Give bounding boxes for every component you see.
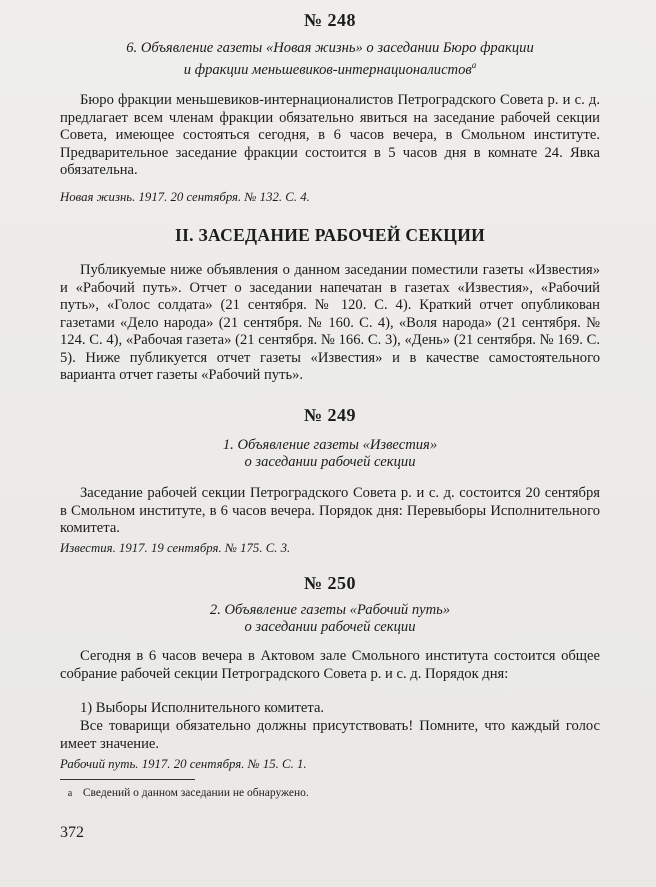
footnote-rule bbox=[60, 779, 195, 780]
page-number: 372 bbox=[60, 824, 84, 841]
doc-249-source: Известия. 1917. 19 сентября. № 175. С. 3. bbox=[60, 541, 291, 555]
doc-250-number: № 250 bbox=[303, 573, 357, 593]
doc-248-title-line2: и фракции меньшевиков-интернационалистов$^а$ bbox=[183, 60, 477, 78]
doc-250-agenda-item: 1) Выборы Исполнительного комитета. bbox=[80, 700, 325, 716]
doc-249-title bbox=[60, 437, 600, 471]
section-title: II. ЗАСЕДАНИЕ РАБОЧЕЙ СЕКЦИИ bbox=[174, 225, 486, 245]
footnote-mark: а bbox=[67, 788, 73, 799]
doc-248-title bbox=[60, 40, 600, 79]
doc-248-number: № 248 bbox=[303, 10, 357, 30]
doc-250-body: Сегодня в 6 часов вечера в Актовом зале Смольного института состоится общее собрание рабочей секции Петроградского Совета р. и с. д. Порядок дня: bbox=[60, 648, 600, 682]
footnote bbox=[60, 787, 600, 799]
footnote-ref-a: а bbox=[471, 60, 477, 70]
doc-249-number: № 249 bbox=[303, 405, 357, 425]
section-intro: Публикуемые ниже объявления о данном заседании поместили газеты «Известия» и «Рабочий путь». Отчет о заседании напечатан в газетах «Известия», «Рабочий путь», «Голос солдата» (21 сентября. № 120. С. 4). Краткий отчет опубликован газетами «Дело народа» (21 сентября. № 160. С. 4), «Воля народа» (21 сентября. № 124. С. 4), «Рабочая газета» (21 сентября. № 166. С. 3), «День» (21 сентября. № 169. С. 5). Ниже публикуется отчет газеты «Известия» и в качестве самостоятельного варианта отчет газеты «Рабочий путь». bbox=[60, 262, 600, 383]
footnote-text: Сведений о данном заседании не обнаружено. bbox=[82, 787, 309, 799]
doc-248-title-line1: 6. Объявление газеты «Новая жизнь» о заседании Бюро фракции bbox=[126, 40, 534, 56]
doc-250-title-line2: о заседании рабочей секции bbox=[244, 619, 416, 635]
doc-248-body: Бюро фракции меньшевиков-интернационалистов Петроградского Совета р. и с. д. предлагает всем членам фракции обязательно явиться на заседание рабочей секции Совета, имеющее состояться сегодня, в 6 часов вечера, в Смольном институте. Предварительное заседание фракции состоится в 5 часов дня в комнате 24. Явка обязательна. bbox=[60, 92, 600, 178]
doc-249-title-line2: о заседании рабочей секции bbox=[244, 454, 416, 470]
doc-250-title-line1: 2. Объявление газеты «Рабочий путь» bbox=[209, 602, 451, 618]
doc-250-title bbox=[60, 602, 600, 636]
doc-250-closing: Все товарищи обязательно должны присутствовать! Помните, что каждый голос имеет значение. bbox=[60, 718, 600, 752]
doc-249-body: Заседание рабочей секции Петроградского Совета р. и с. д. состоится 20 сентября в Смольном институте, в 6 часов вечера. Порядок дня: Перевыборы Исполнительного комитета. bbox=[60, 485, 600, 536]
doc-249-title-line1: 1. Объявление газеты «Известия» bbox=[222, 437, 438, 453]
doc-248-source: Новая жизнь. 1917. 20 сентября. № 132. С. 4. bbox=[60, 190, 310, 204]
doc-250-source: Рабочий путь. 1917. 20 сентября. № 15. С. 1. bbox=[60, 757, 307, 771]
